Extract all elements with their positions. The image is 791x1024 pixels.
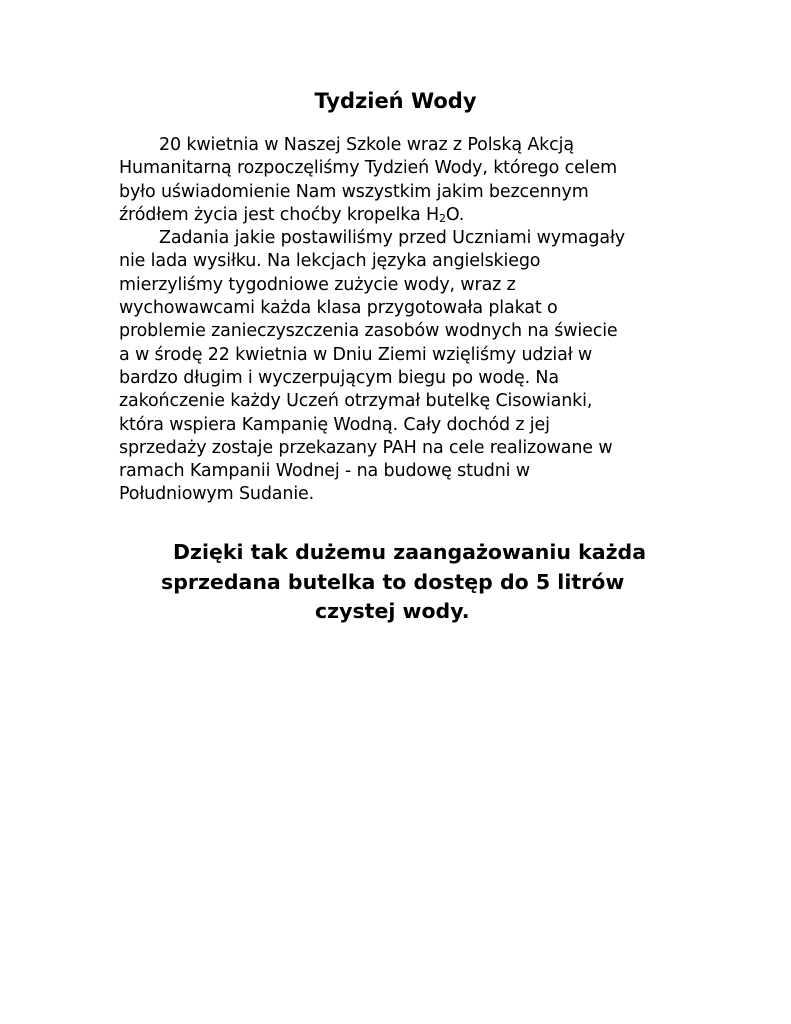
highlight-line-3: czystej wody.: [315, 599, 470, 623]
paragraph-1-line-1: 20 kwietnia w Naszej Szkole wraz z Polską Akcją: [159, 135, 574, 155]
subscript-2: 2: [438, 211, 446, 225]
body-text: [119, 134, 679, 507]
paragraph-2-line-10: sprzedaży zostaje przekazany PAH na cele realizowane w: [119, 437, 613, 458]
paragraph-2-line-12: Południowym Sudanie.: [119, 484, 315, 505]
paragraph-2-line-7: bardzo długim i wyczerpującym biegu po wodę. Na: [119, 367, 559, 388]
paragraph-1-line-3: było uświadomienie Nam wszystkim jakim bezcennym: [119, 181, 589, 202]
highlight-line-1: Dzięki tak dużemu zaangażowaniu każda: [173, 540, 647, 564]
paragraph-2-line-3: mierzyliśmy tygodniowe zużycie wody, wraz z: [119, 274, 516, 295]
paragraph-1-line-4-end: O.: [445, 204, 465, 225]
paragraph-2-line-5: problemie zanieczyszczenia zasobów wodnych na świecie: [119, 321, 618, 342]
paragraph-2-line-11: ramach Kampanii Wodnej - na budowę studni w: [119, 461, 530, 482]
paragraph-2-line-6: a w środę 22 kwietnia w Dniu Ziemi wzięliśmy udział w: [119, 344, 593, 365]
paragraph-1-line-4: [119, 204, 679, 227]
paragraph-2-line-9: która wspiera Kampanię Wodną. Cały dochód z jej: [119, 414, 550, 435]
highlight-line-2: sprzedana butelka to dostęp do 5 litrów: [161, 569, 625, 594]
document-title: Tydzień Wody: [314, 89, 477, 113]
paragraph-2-line-8: zakończenie każdy Uczeń otrzymał butelkę Cisowianki,: [119, 391, 593, 412]
paragraph-1-line-4-text: źródłem życia jest choćby kropelka H: [119, 204, 439, 225]
paragraph-2-line-1: Zadania jakie postawiliśmy przed Uczniami wymagały: [159, 228, 625, 249]
paragraph-2-line-4: wychowawcami każda klasa przygotowała plakat o: [119, 298, 558, 319]
paragraph-1-line-2: Humanitarną rozpoczęliśmy Tydzień Wody, którego celem: [119, 158, 617, 179]
highlight-statement: [0, 538, 791, 627]
paragraph-2-line-2: nie lada wysiłku. Na lekcjach języka angielskiego: [119, 251, 541, 272]
